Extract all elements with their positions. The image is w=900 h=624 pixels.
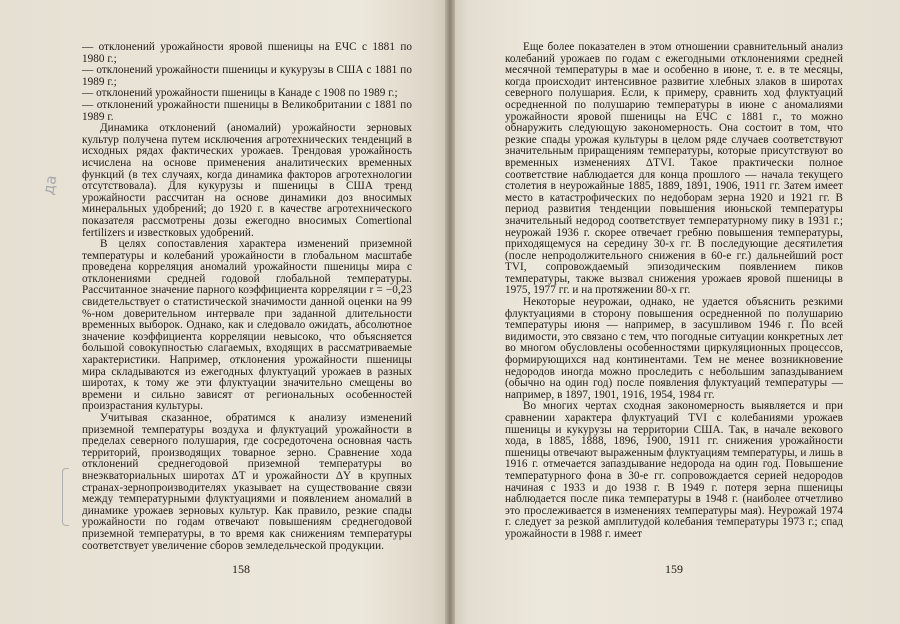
list-item: — отклонений урожайности пшеницы и кукурузы в США с 1881 по 1989 г.; <box>82 64 412 88</box>
paragraph: В целях сопоставления характера изменений приземной температуры и колебаний урожайности в глобальном масштабе проведена корреляция аномалий урожайности пшеницы мира с отклонениями средней годовой глобальной температуры. Рассчитанное значение парного коэффициента корреляции r = −0,23 свидетельствует о статистической значимости данной оценки на 99 %-ном доверительном интервале при заданной длительности временных выборок. Однако, как и следовало ожидать, абсолютное значение коэффициента корреляции невысоко, что объясняется большой совокупностью слагаемых, входящих в рассматриваемые характеристики. Например, отклонения урожайности пшеницы мира складываются из ежегодных флуктуаций урожаев в разных широтах, к тому же эти флуктуации значительно смещены во времени и сильно зависят от региональных особенностей произрастания культуры. <box>82 238 412 413</box>
right-page <box>450 0 900 624</box>
page-number: 159 <box>665 562 683 576</box>
paragraph: Учитывая сказанное, обратимся к анализу изменений приземной температуры воздуха и флуктуаций урожайности в пределах северного полушария, где сосредоточена основная часть территорий, производящих товарное зерно. Сравнение хода отклонений среднегодовой приземной температуры во внеэкваториальных широтах ΔT и урожайности ΔY в крупных странах-зернопроизводителях указывает на существование связи между температурными флуктуациями и появлением аномалий в динамике урожаев зерновых культур. Как правило, резкие спады урожайности по годам отвечают повышениям среднегодовой приземной температуры, в то время как снижениям температуры соответствует увеличение сборов земледельческой продукции. <box>82 412 412 552</box>
page-number: 158 <box>232 562 250 576</box>
book-gutter <box>445 0 455 624</box>
pencil-margin-note: да <box>39 173 61 197</box>
paragraph: Некоторые неурожаи, однако, не удается объяснить резкими флуктуациями в сторону повышения осредненной по полушарию температуры июня — например, в засушливом 1946 г. По всей видимости, это связано с тем, что погодные ситуации конкретных лет во многом обусловлены особенностями циркуляционных процессов, формирующихся над континентами. Тем не менее возникновение недородов иногда можно проследить с небольшим запаздыванием (обычно на один год) после появления флуктуаций температуры — например, в 1897, 1901, 1916, 1954, 1984 гг. <box>505 296 843 401</box>
paragraph: Динамика отклонений (аномалий) урожайности зерновых культур получена путем исключения агротехнических тенденций в исходных рядах фактических урожаев. Трендовая урожайность исчислена на основе применения аналитических временных функций (в тех случаях, когда динамика факторов агротехнологии отсутствовала). Для кукурузы и пшеницы в США тренд урожайности рассчитан на основе динамики доз вносимых минеральных удобрений; до 1920 г. в качестве агротехнического показателя рассмотрены дозы ежегодно вносимых Comertional fertilizers и известковых удобрений. <box>82 122 412 239</box>
pencil-bracket-mark <box>62 468 69 526</box>
paragraph: Во многих чертах сходная закономерность выявляется и при сравнении характера флуктуаций TVI с колебаниями урожаев пшеницы и кукурузы на территории США. Так, в начале векового хода, в 1885, 1888, 1896, 1900, 1911 гг. снижения урожайности пшеницы отвечают выраженным флуктуациям температуры, и лишь в 1916 г. отмечается запаздывание недорода на один год. Повышение температурного фона в 30-е гг. сопровождается серией недородов начиная с 1933 и до 1938 г. В 1949 г. потеря зерна пшеницы наблюдается после пика температуры в 1948 г. (наиболее отчетливо это прослеживается в изменениях температуры мая). Неурожай 1974 г. следует за резкой амплитудой колебания температуры 1973 г.; спад урожайности в 1988 г. имеет <box>505 400 843 540</box>
left-page-text <box>82 42 412 552</box>
right-page-text <box>505 42 843 541</box>
list-item: — отклонений урожайности пшеницы в Канаде с 1908 по 1989 г.; <box>82 87 398 100</box>
list-item: — отклонений урожайности пшеницы в Великобритании с 1881 по 1989 г. <box>82 98 412 123</box>
paragraph: Еще более показателен в этом отношении сравнительный анализ колебаний урожаев по годам с ежегодными отклонениями средней месячной температуры в мае и особенно в июне, т. е. в те месяцы, когда происходит интенсивное развитие хлебных злаков в широтах северного полушария. Если, к примеру, сравнить ход флуктуаций осредненной по полушарию температуры в июне с аномалиями урожайности яровой пшеницы на ЕЧС с 1881 г., то можно обнаружить следующую закономерность. Она состоит в том, что резкие спады урожая культуры в целом ряде случаев соответствуют значительным приращениям температуры, которые присутствуют во временных изменениях ΔTVI. Такое практически полное соответствие наблюдается для конца прошлого — начала текущего столетия в неурожайные 1885, 1889, 1891, 1906, 1911 гг. Затем имеет место в катастрофических по недоборам зерна 1920 и 1921 гг. В период развития тенденции повышения июньской температуры значительный недород соответствует температурному пику в 1931 г.; неурожай 1936 г. скорее отвечает гребню повышения температуры, приходящемуся на середину 30-х гг. В последующие десятилетия (после непродолжительного снижения в 60-е гг.) дальнейший рост TVI, сопровождаемый эпизодическим появлением пиков температуры, также вызвал снижения урожаев яровой пшеницы в 1975, 1977 гг. и на протяжении 80-х гг. <box>505 41 843 297</box>
list-item: — отклонений урожайности яровой пшеницы на ЕЧС с 1881 по 1980 г.; <box>82 41 412 65</box>
